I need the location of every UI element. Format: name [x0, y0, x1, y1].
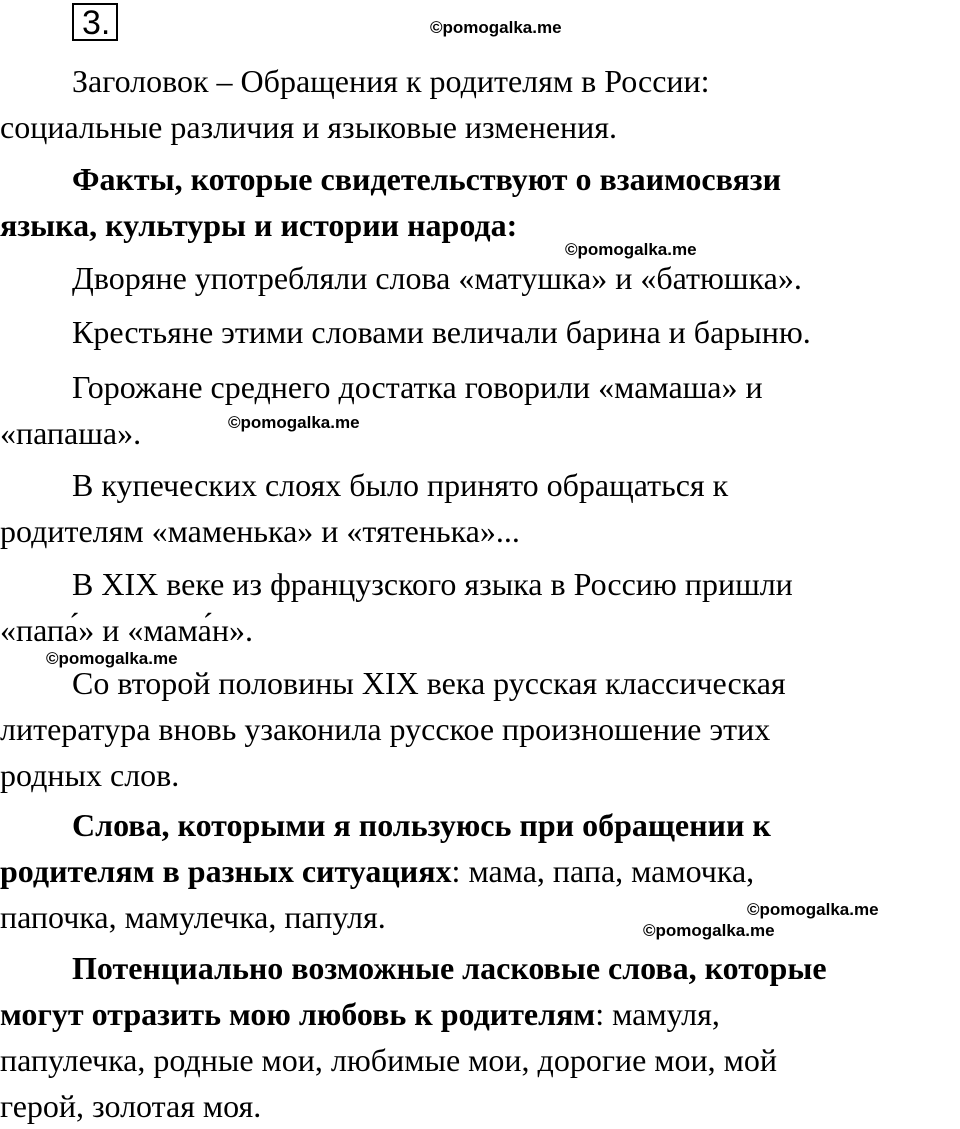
task-number-box: 3.: [72, 3, 118, 41]
watermark: ©pomogalka.me: [430, 18, 562, 37]
watermark: ©pomogalka.me: [643, 921, 775, 940]
literature-paragraph: Со второй половины XIX века русская классическая литература вновь узаконила русское произношение этих родных слов.: [0, 665, 786, 793]
facts-heading: Факты, которые свидетельствуют о взаимосвязи языка, культуры и истории народа:: [0, 161, 782, 243]
watermark: ©pomogalka.me: [747, 900, 879, 919]
watermark: ©pomogalka.me: [46, 649, 178, 668]
words-used-list: : мама, папа, мамочка,: [451, 853, 755, 889]
words-used-paragraph: Слова, которыми я пользуюсь при обращении к родителям в разных ситуациях: мама, папа, мамочка, папочка, мамулечка, папуля.: [0, 807, 771, 935]
merchants-paragraph: В купеческих слоях было принято обращаться к родителям «маменька» и «тятенька»...: [0, 467, 729, 549]
title-paragraph: Заголовок – Обращения к родителям в России: социальные различия и языковые изменения.: [0, 63, 710, 145]
nobles-paragraph: Дворяне употребляли слова «матушка» и «батюшка».: [72, 260, 802, 296]
french-paragraph: В XIX веке из французского языка в Россию пришли «папа́» и «мама́н».: [0, 566, 793, 648]
peasants-paragraph: Крестьяне этими словами величали барина и барыню.: [72, 314, 811, 350]
watermark: ©pomogalka.me: [228, 413, 360, 432]
affectionate-list: : мамуля,: [595, 996, 720, 1032]
watermark: ©pomogalka.me: [565, 240, 697, 259]
affectionate-bold: могут отразить мою любовь к родителям: [0, 996, 596, 1032]
townspeople-paragraph: Горожане среднего достатка говорили «мамаша» и «папаша».: [0, 369, 763, 451]
words-used-bold: родителям в разных ситуациях: [0, 853, 452, 889]
affectionate-paragraph: Потенциально возможные ласковые слова, которые могут отразить мою любовь к родителям: мамуля, папулечка, родные мои, любимые мои, дорогие мои, мой герой, золотая моя.: [0, 950, 827, 1124]
